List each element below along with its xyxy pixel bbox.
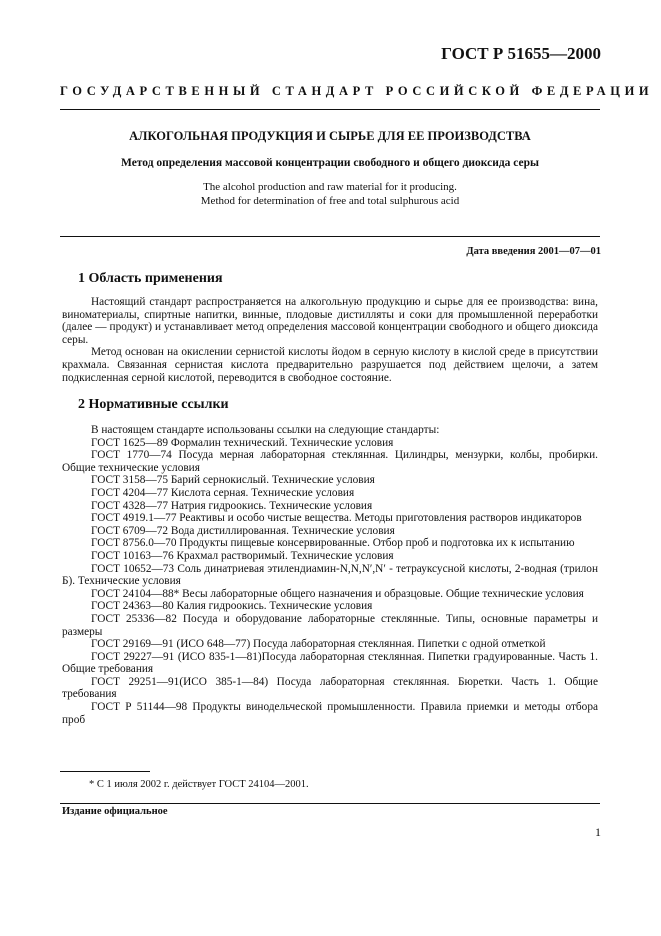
reference-item: ГОСТ 8756.0—70 Продукты пищевые консервированные. Отбор проб и подготовка их к испытанию <box>91 537 575 550</box>
reference-item: ГОСТ 1770—74 Посуда мерная лабораторная стеклянная. Цилиндры, мензурки, колбы, пробирки. Общие технические условия <box>62 449 598 474</box>
reference-item: ГОСТ 3158—75 Барий сернокислый. Технические условия <box>91 474 375 487</box>
reference-item: ГОСТ 6709—72 Вода дистиллированная. Технические условия <box>91 524 395 537</box>
document-subtitle: Метод определения массовой концентрации свободного и общего диоксида серы <box>121 157 539 169</box>
reference-item: ГОСТ 10163—76 Крахмал растворимый. Технические условия <box>91 549 394 562</box>
section2-heading: 2 Нормативные ссылки <box>78 397 229 412</box>
introduction-date: Дата введения 2001—07—01 <box>466 246 601 257</box>
reference-item: ГОСТ 29227—91 (ИСО 835-1—81)Посуда лабораторная стеклянная. Пипетки градуированные. Часть 1. Общие требования <box>62 650 598 676</box>
top-divider <box>60 109 600 110</box>
reference-item: ГОСТ 24104—88* Весы лабораторные общего назначения и образцовые. Общие технические условия <box>91 587 584 600</box>
reference-item: ГОСТ 29251—91(ИСО 385-1—84) Посуда лабораторная стеклянная. Бюретки. Часть 1. Общие требования <box>62 675 598 701</box>
footnote-divider <box>60 771 150 772</box>
references-intro: В настоящем стандарте использованы ссылки на следующие стандарты: <box>91 424 440 436</box>
english-title <box>60 181 600 208</box>
reference-item: ГОСТ 10652—73 Соль динатриевая этилендиамин-N,N,N′,N′ - тетрауксусной кислоты, 2-водная (трилон Б). Технические условия <box>62 562 598 588</box>
section1-paragraph: Метод основан на окислении сернистой кислоты йодом в серную кислоту в кислой среде в присутствии крахмала. Связанная сернистая кислота предварительно разрушается под действием щелочи, а затем подкисленная серной кислотой, переводится в свободное состояние. <box>62 346 598 384</box>
document-number: ГОСТ Р 51655—2000 <box>441 44 601 63</box>
reference-item: ГОСТ 4919.1—77 Реактивы и особо чистые вещества. Методы приготовления растворов индикаторов <box>91 512 582 525</box>
bottom-divider <box>60 803 600 804</box>
reference-item: ГОСТ 4328—77 Натрия гидроокись. Технические условия <box>91 499 373 512</box>
page-number: 1 <box>595 825 601 839</box>
section1-paragraph: Настоящий стандарт распространяется на алкогольную продукцию и сырье для ее производства: вина, виноматериалы, спиртные напитки, винные, плодовые дистилляты и соки для промышленной переработки (далее — продукт) и устанавливает метод определения массовой концентрации свободного и общего диоксида серы. <box>62 296 598 346</box>
title-divider <box>60 236 600 237</box>
footnote: * С 1 июля 2002 г. действует ГОСТ 24104—2001. <box>89 779 309 790</box>
reference-item: ГОСТ Р 51144—98 Продукты винодельческой промышленности. Правила приемки и методы отбора проб <box>62 701 598 726</box>
english-title-line2: Method for determination of free and total sulphurous acid <box>200 194 460 207</box>
references-list <box>62 424 598 726</box>
reference-item: ГОСТ 4204—77 Кислота серная. Технические условия <box>91 486 355 499</box>
reference-item: ГОСТ 29169—91 (ИСО 648—77) Посуда лабораторная стеклянная. Пипетки с одной отметкой <box>91 638 546 651</box>
section1-body <box>62 296 598 384</box>
state-standard-banner: ГОСУДАРСТВЕННЫЙ СТАНДАРТ РОССИЙСКОЙ ФЕДЕРАЦИИ <box>60 84 654 98</box>
edition-label: Издание официальное <box>62 806 168 817</box>
reference-item: ГОСТ 25336—82 Посуда и оборудование лабораторные стеклянные. Типы, основные параметры и размеры <box>62 612 598 638</box>
reference-item: ГОСТ 24363—80 Калия гидроокись. Технические условия <box>91 600 373 613</box>
english-title-line1: The alcohol production and raw material for it producing. <box>203 181 457 193</box>
section1-heading: 1 Область применения <box>78 271 223 286</box>
document-title: АЛКОГОЛЬНАЯ ПРОДУКЦИЯ И СЫРЬЕ ДЛЯ ЕЕ ПРОИЗВОДСТВА <box>129 129 531 143</box>
reference-item: ГОСТ 1625—89 Формалин технический. Технические условия <box>91 436 394 449</box>
